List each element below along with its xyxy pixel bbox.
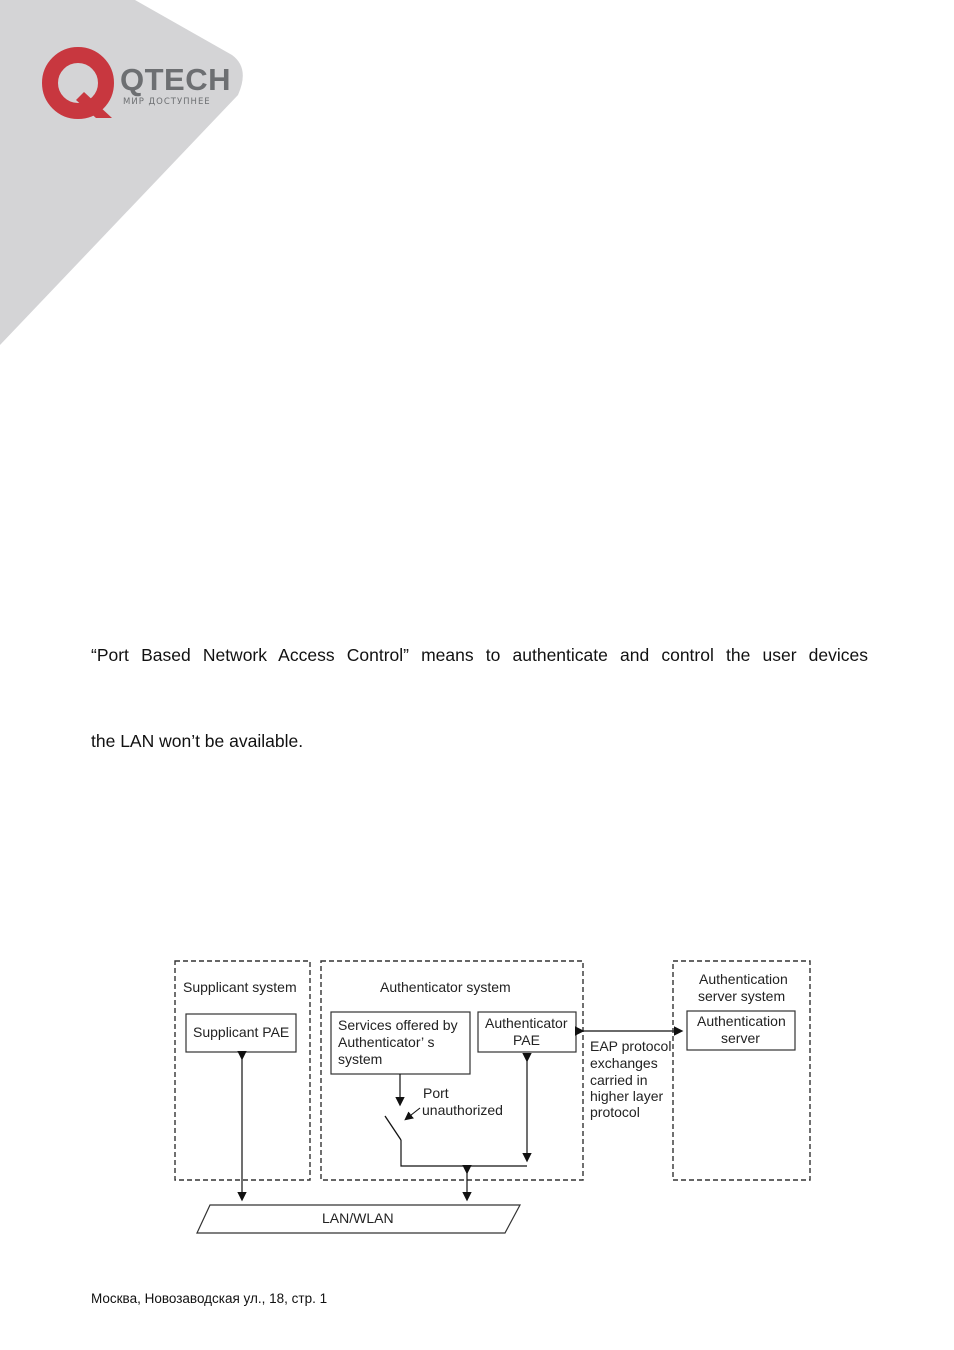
eap-note-line3: carried in: [590, 1072, 648, 1088]
port-bus-line: [401, 1140, 527, 1166]
eap-note-line1: EAP protocol: [590, 1038, 672, 1054]
footer-address: Москва, Новозаводская ул., 18, стр. 1: [91, 1291, 328, 1306]
port-switch-blade: [385, 1116, 401, 1140]
services-label-line2: Authenticator’ s: [338, 1034, 435, 1050]
port-label-line1: Port: [423, 1085, 449, 1101]
eap-note-line4: higher layer: [590, 1088, 664, 1104]
port-label-line2: unauthorized: [422, 1102, 503, 1118]
services-label-line3: system: [338, 1051, 383, 1067]
port-label-arrow: [406, 1108, 420, 1119]
logo-wordmark: QTECH: [120, 62, 231, 97]
supplicant-pae-label: Supplicant PAE: [193, 1024, 290, 1040]
paragraph-port-based-access: “Port Based Network Access Control” means to authenticate and control the user devices: [91, 645, 868, 665]
auth-server-system-title-line2: server system: [698, 988, 786, 1004]
eap-note-line2: exchanges: [590, 1055, 658, 1071]
paragraph-lan-unavailable: the LAN won’t be available.: [91, 731, 304, 751]
lan-wlan-label: LAN/WLAN: [322, 1210, 394, 1226]
auth-server-label-line2: server: [721, 1030, 760, 1046]
authenticator-pae-line2: PAE: [513, 1032, 540, 1048]
eap-note-line5: protocol: [590, 1104, 640, 1120]
services-label-line1: Services offered by: [338, 1017, 458, 1033]
auth-server-system-title-line1: Authentication: [699, 971, 788, 987]
authenticator-pae-line1: Authenticator: [485, 1015, 568, 1031]
auth-server-label-line1: Authentication: [697, 1013, 786, 1029]
supplicant-system-title: Supplicant system: [183, 979, 297, 995]
authenticator-system-title: Authenticator system: [380, 979, 511, 995]
logo-tagline: МИР ДОСТУПНЕЕ: [123, 97, 211, 107]
